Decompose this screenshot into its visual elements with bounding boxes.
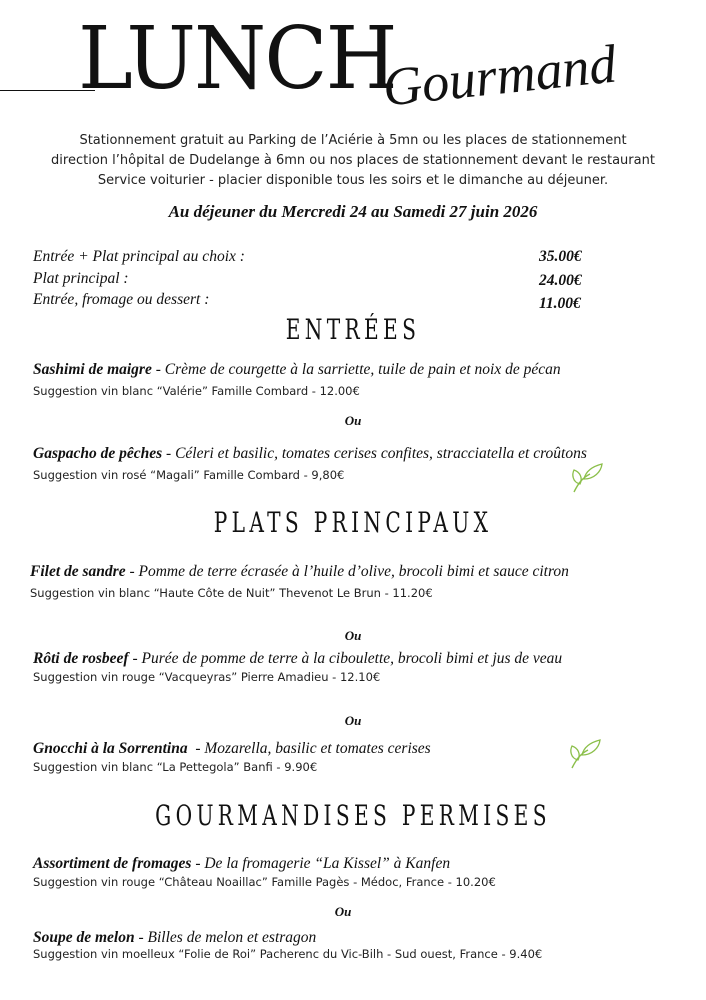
dish-description: - Purée de pomme de terre à la ciboulette, brocoli bimi et jus de veau [128, 650, 563, 667]
dish-soupe-melon [33, 929, 316, 947]
wine-suggestion: Suggestion vin blanc “Valérie” Famille Combard - 12.00€ [33, 384, 360, 398]
price-value-plat: 24.00€ [539, 272, 582, 289]
dish-name: Sashimi de maigre [33, 361, 152, 378]
dish-description: - Mozarella, basilic et tomates cerises [187, 740, 431, 757]
leaf-icon [568, 460, 604, 496]
date-line: Au déjeuner du Mercredi 24 au Samedi 27 juin 2026 [168, 202, 538, 221]
price-label-plat: Plat principal : [33, 270, 129, 287]
section-title-entrees: ENTRÉES [285, 313, 421, 346]
wine-suggestion: Suggestion vin rouge “Château Noaillac” Famille Pagès - Médoc, France - 10.20€ [33, 875, 496, 889]
price-value-entree: 11.00€ [539, 295, 581, 312]
dish-gaspacho [33, 445, 587, 463]
dish-rosbeef [33, 650, 562, 668]
dish-gnocchi [33, 740, 431, 758]
or-separator: Ou [334, 904, 352, 919]
wine-suggestion: Suggestion vin moelleux “Folie de Roi” Pacherenc du Vic-Bilh - Sud ouest, France - 9.40€ [33, 947, 543, 961]
parking-info-line-1: Stationnement gratuit au Parking de l’Aciérie à 5mn ou les places de stationnement [79, 133, 627, 148]
dish-name: Gaspacho de pêches [33, 445, 163, 462]
section-title-gourmandises: GOURMANDISES PERMISES [155, 799, 551, 832]
dish-sandre [30, 563, 569, 581]
price-label-menu: Entrée + Plat principal au choix : [33, 248, 245, 265]
wine-suggestion: Suggestion vin blanc “La Pettegola” Banfi - 9.90€ [33, 760, 318, 774]
dish-sashimi [33, 361, 561, 379]
price-value-menu: 35.00€ [539, 248, 582, 265]
dish-name: Soupe de melon [33, 929, 135, 946]
dish-name: Gnocchi à la Sorrentina [33, 740, 188, 757]
dish-description: - De la fromagerie “La Kissel” à Kanfen [191, 855, 451, 872]
leaf-icon [566, 736, 602, 772]
parking-info-line-2: direction l’hôpital de Dudelange à 6mn ou nos places de stationnement devant le restaurant [51, 153, 655, 168]
dish-description: - Pomme de terre écrasée à l’huile d’olive, brocoli bimi et sauce citron [125, 563, 569, 580]
dish-name: Assortiment de fromages [33, 855, 192, 872]
dish-description: - Céleri et basilic, tomates cerises confites, stracciatella et croûtons [162, 445, 587, 462]
dish-name: Rôti de rosbeef [33, 650, 129, 667]
dish-description: - Billes de melon et estragon [134, 929, 317, 946]
dish-name: Filet de sandre [30, 563, 126, 580]
wine-suggestion: Suggestion vin rosé “Magali” Famille Combard - 9,80€ [33, 468, 345, 482]
wine-suggestion: Suggestion vin blanc “Haute Côte de Nuit” Thevenot Le Brun - 11.20€ [30, 586, 433, 600]
menu-title: LUNCH [78, 9, 396, 109]
section-title-plats: PLATS PRINCIPAUX [213, 506, 493, 539]
dish-description: - Crème de courgette à la sarriette, tuile de pain et noix de pécan [151, 361, 561, 378]
menu-subtitle: Gourmand [380, 33, 620, 118]
or-separator: Ou [344, 413, 362, 428]
dish-fromages [33, 855, 450, 873]
valet-info-line: Service voiturier - placier disponible tous les soirs et le dimanche au déjeuner. [97, 173, 609, 188]
wine-suggestion: Suggestion vin rouge “Vacqueyras” Pierre Amadieu - 12.10€ [33, 670, 381, 684]
or-separator: Ou [344, 713, 362, 728]
or-separator: Ou [344, 628, 362, 643]
price-label-entree: Entrée, fromage ou dessert : [33, 291, 210, 308]
